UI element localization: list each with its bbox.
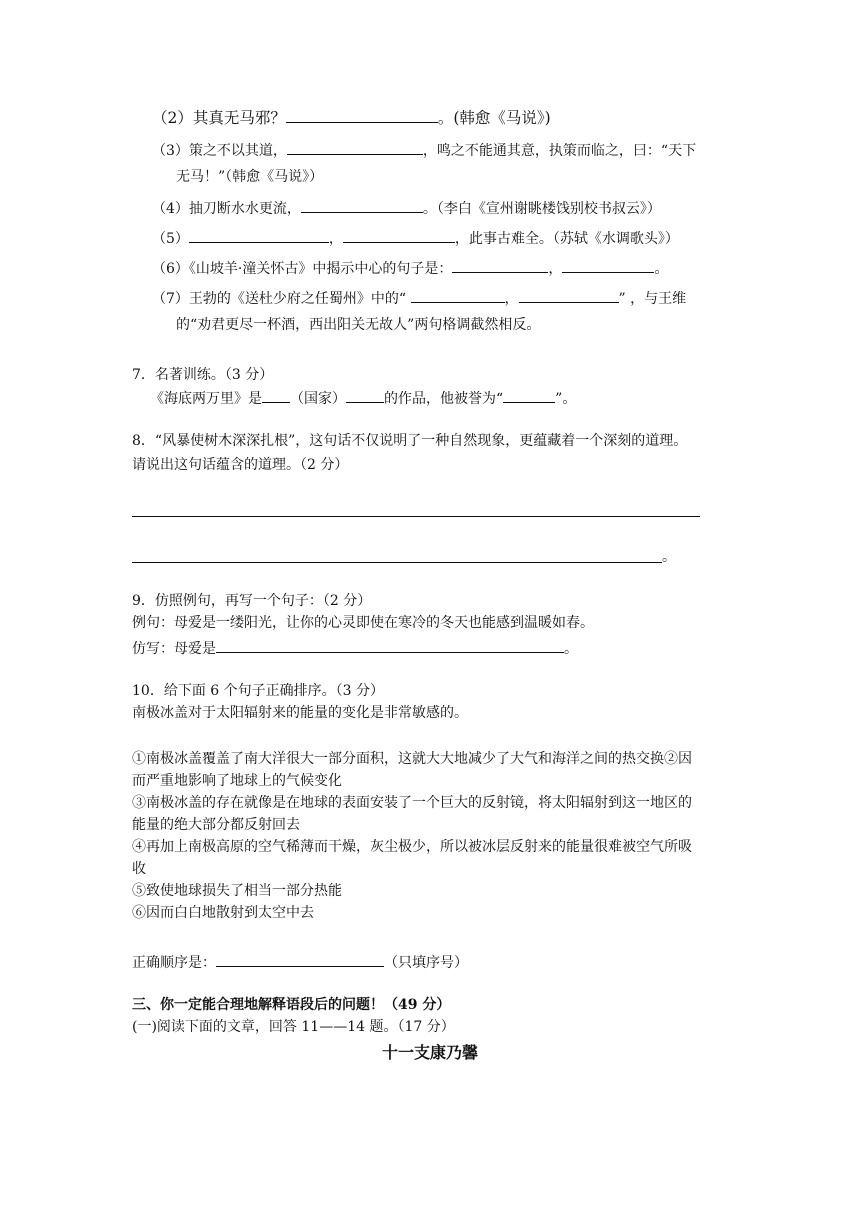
q6-line-5 [152,228,679,248]
line-text: （国家） [290,391,346,407]
answer-blank-title[interactable] [503,388,555,403]
line-text: 的作品，他被誉为“ [384,391,504,407]
answer-blank[interactable] [216,952,384,967]
q6-line-3b: 无马！”（韩愈《马说》） [176,169,324,185]
article-title: 十一支康乃馨 [381,1043,478,1062]
answer-blank[interactable] [452,258,548,273]
answer-blank-country[interactable] [262,388,290,403]
line-text: 《海底两万里》是 [150,391,262,407]
q10-intro: 南极冰盖对于太阳辐射来的能量的变化是非常敏感的。 [132,705,468,721]
answer-blank[interactable] [216,638,564,653]
q7-title: 7．名著训练。（3 分） [132,367,274,383]
q6-line-4 [152,198,661,218]
section3-sub: (一)阅读下面的文章，回答 11——14 题。（17 分） [132,1019,455,1035]
line-text: ”。 [555,391,577,407]
q6-line-7 [152,288,686,308]
q8-line-2: 请说出这句话蕴含的道理。（2 分） [132,457,349,473]
q9-title: 9．仿照例句，再写一个句子：（2 分） [132,593,372,609]
section3-heading: 三、你一定能合理地解释语段后的问题！（49 分） [132,997,451,1013]
line-text: （2）其真无马邪？ [152,109,286,127]
q10-sentence-1b: 而严重地影响了地球上的气候变化 [132,773,342,789]
answer-blank[interactable] [519,288,619,303]
line-text: （只填序号） [384,955,468,971]
line-text: ， [548,261,563,277]
line-text: 正确顺序是： [132,955,216,971]
q10-sentence-6: ⑥因而白白地散射到太空中去 [132,905,314,921]
line-text: 。 [564,641,578,657]
line-text: （4）抽刀断水水更流， [152,201,301,217]
q6-line-7b: 的“劝君更尽一杯酒，西出阳关无故人”两句格调截然相反。 [176,317,541,333]
answer-blank[interactable] [301,198,423,213]
answer-blank[interactable] [411,288,505,303]
q6-line-2 [152,108,551,127]
line-text: （7）王勃的《送杜少府之任蜀州》中的“ [152,291,411,307]
answer-line[interactable] [132,562,662,563]
q10-sentence-4b: 收 [132,861,146,877]
answer-blank-author[interactable] [346,388,384,403]
answer-blank[interactable] [189,228,329,243]
line-text: ” ，与王维 [618,291,687,307]
q6-line-3 [152,140,696,160]
answer-line[interactable] [132,516,700,517]
q8-line-1: 8．“风暴使树木深深扎根”，这句话不仅说明了一种自然现象，更蕴藏着一个深刻的道理。 [132,433,688,449]
q10-answer [132,952,468,972]
q9-example: 例句：母爱是一缕阳光，让你的心灵即使在寒冷的冬天也能感到温暖如春。 [132,615,594,631]
q10-title: 10．给下面 6 个句子正确排序。（3 分） [132,683,384,699]
line-text: ， [328,231,343,247]
line-text: 。（李白《宣州谢眺楼饯别校书叔云》） [422,201,661,217]
answer-blank[interactable] [287,140,423,155]
line-text: ，鸣之不能通其意，执策而临之，曰：“天下 [422,143,697,159]
answer-blank[interactable] [343,228,455,243]
q10-sentence-3b: 能量的绝大部分都反射回去 [132,817,300,833]
line-text: 。 [654,261,669,277]
q10-sentence-1: ①南极冰盖覆盖了南大洋很大一部分面积，这就大大地减少了大气和海洋之间的热交换②因 [132,751,692,767]
q8-end-mark: 。 [662,549,676,565]
q10-sentence-4: ④再加上南极高原的空气稀薄而干燥，灰尘极少，所以被冰层反射来的能量很难被空气所吸 [132,839,692,855]
line-text: （3）策之不以其道， [152,143,287,159]
q9-imitate [132,638,578,658]
q10-sentence-3: ③南极冰盖的存在就像是在地球的表面安装了一个巨大的反射镜，将太阳辐射到这一地区的 [132,795,692,811]
line-text: 仿写：母爱是 [132,641,216,657]
q10-sentence-5: ⑤致使地球损失了相当一部分热能 [132,883,342,899]
line-text: ， [504,291,519,307]
line-text: （6）《山坡羊·潼关怀古》中揭示中心的句子是： [152,261,453,277]
answer-blank[interactable] [286,108,438,123]
q7-prompt [150,388,576,408]
line-text: 。(韩愈《马说》) [437,109,551,127]
q6-line-6 [152,258,668,278]
line-text: （5） [152,231,189,247]
line-text: ，此事古难全。（苏轼《水调歌头》） [454,231,679,247]
answer-blank[interactable] [562,258,654,273]
